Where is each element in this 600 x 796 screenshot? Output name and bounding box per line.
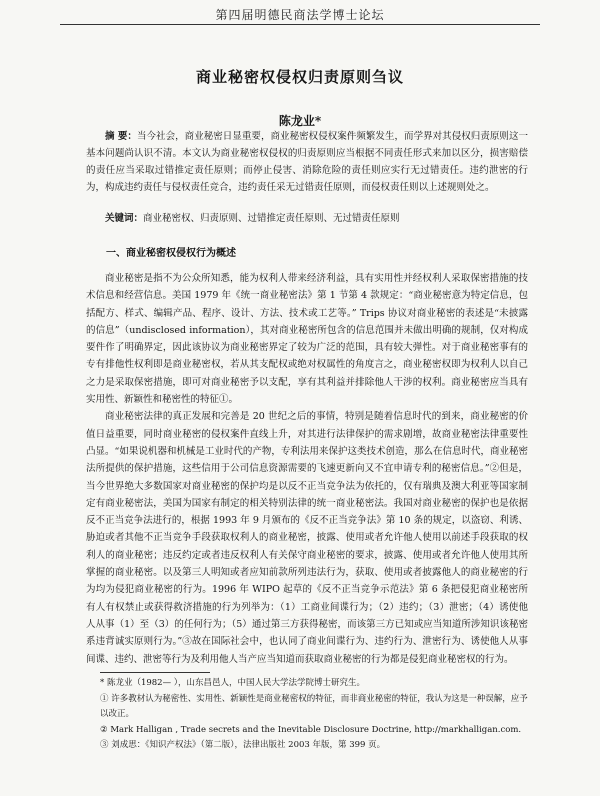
running-header: 第四届明德民商法学博士论坛: [215, 8, 385, 22]
section-heading: 一、商业秘密权侵权行为概述: [106, 248, 236, 259]
header-rule: [60, 24, 540, 25]
body-text: [86, 270, 528, 668]
footnote-item: ③ 刘成思：《知识产权法》（第二版），法律出版社 2003 年版，第 399 页。: [100, 740, 386, 750]
keywords: [86, 210, 528, 227]
footnotes: [100, 676, 528, 754]
paragraph: 商业秘密法律的真正发展和完善是 20 世纪之后的事情，特别是随着信息时代的到来，商业秘密的价值日益重要，同时商业秘密的侵权案件直线上升，对其进行法律保护的需求剧增，故商业秘密法律重要性凸显。“如果说机器和机械是工业时代的产物，专利法用来保护这类技术创造，那么在信息时代，商业秘密法所提供的保护措施，这些信用于公司信息资源需要的飞速更新向又不宜申请专利的秘密信息。”②但是，当今世界绝大多数国家对商业秘密的保护均是以反不正当竞争法为依托的，仅有瑞典及澳大利亚等国家制定有商业秘密法，美国为国家有制定的相关特别法律的统一商业秘密法。我国对商业秘密的保护也是依据反不正当竞争法进行的，根据 1993 年 9 月颁布的《反不正当竞争法》第 10 条的规定，以盗窃、利诱、胁迫或者其他不正当竞争手段获取权利人的商业秘密，披露、使用或者允许他人使用以前述手段获取的权利人的商业秘密；违反约定或者违反权利人有关保守商业秘密的要求，披露、使用或者允许他人使用其所掌握的商业秘密。以及第三人明知或者应知前款所列违法行为，获取、使用或者披露他人的商业秘密的行为均为侵犯商业秘密的行为。1996 年 WIPO 起草的《反不正当竞争示范法》第 6 条把侵犯商业秘密所有人有权禁止或获得救济措施的行为列举为：（1）工商业间谍行为；（2）违约；（3）泄密；（4）诱使他人从事（1）至（3）的任何行为；（5）通过第三方获得秘密，而该第三方已知或应当知道所涉知识该秘密系违背诚实原则行为。”③故在国际社会中，也认同了商业间谍行为、违约行为、泄密行为、诱使他人从事间谍、违约、泄密等行为及利用他人当产应当知道而获取商业秘密的行为都是侵犯商业秘密权的行为。: [86, 411, 528, 665]
paragraph: 商业秘密是指不为公众所知悉，能为权利人带来经济利益，具有实用性并经权利人采取保密措施的技术信息和经营信息。美国 1979 年《统一商业秘密法》第 1 节第 4 款规定：“商业秘密意为特定信息，包括配方、样式、编辑产品、程序、设计、方法、技术或工艺等。” Trips 协议对商业秘密的表述是“未披露的信息”（undisclosed information），其对商业秘密所包含的信息范围并未做出明确的规制，仅对构成要件作了明确界定，因此该协议为商业秘密界定了较为广泛的范围，具有较大弹性。对于商业秘密事有的专有排他性权利即是商业秘密权，若从其支配权或绝对权属性的角度言之，商业秘密权即为权利人以自己之力是采取保密措施，即可对商业秘密予以支配，享有其利益并排除他人干涉的权利。商业秘密应当具有实用性、新颖性和秘密性的特征①。: [86, 273, 528, 406]
keywords-text: 商业秘密权、归责原则、过错推定责任原则、无过错责任原则: [143, 213, 400, 224]
author-name: 陈龙业*: [278, 114, 322, 128]
footnote-item: * 陈龙业（1982— ），山东昌邑人，中国人民大学法学院博士研究生。: [100, 678, 366, 688]
abstract: [86, 128, 528, 196]
footnote-rule: [100, 672, 210, 673]
abstract-label: 摘 要：: [105, 131, 137, 142]
footnote-item: ① 许多教材认为秘密性、实用性、新颖性是商业秘密权的特征，而非商业秘密的特征，我认为这是一种误解，应予以改正。: [100, 693, 528, 719]
abstract-text: 当今社会，商业秘密日显重要，商业秘密权侵权案件频繁发生，而学界对其侵权归责原则这一基本问题尚认识不清。本文认为商业秘密权侵权的归责原则应当根据不同责任形式来加以区分，损害赔偿的责任应当采取过错推定责任原则；而停止侵害、消除危险的责任则应实行无过错责任。违约泄密的行为，构成违约责任与侵权责任竞合，违约责任采无过错责任原则，而侵权责任则以上述规则处之。: [86, 131, 528, 193]
paper-title: 商业秘密权侵权归责原则刍议: [195, 68, 404, 86]
keywords-label: 关键词：: [105, 213, 144, 224]
footnote-item: ② Mark Halligan , Trade secrets and the Inevitable Disclosure Doctrine, http://markhalligan.com.: [100, 724, 522, 735]
